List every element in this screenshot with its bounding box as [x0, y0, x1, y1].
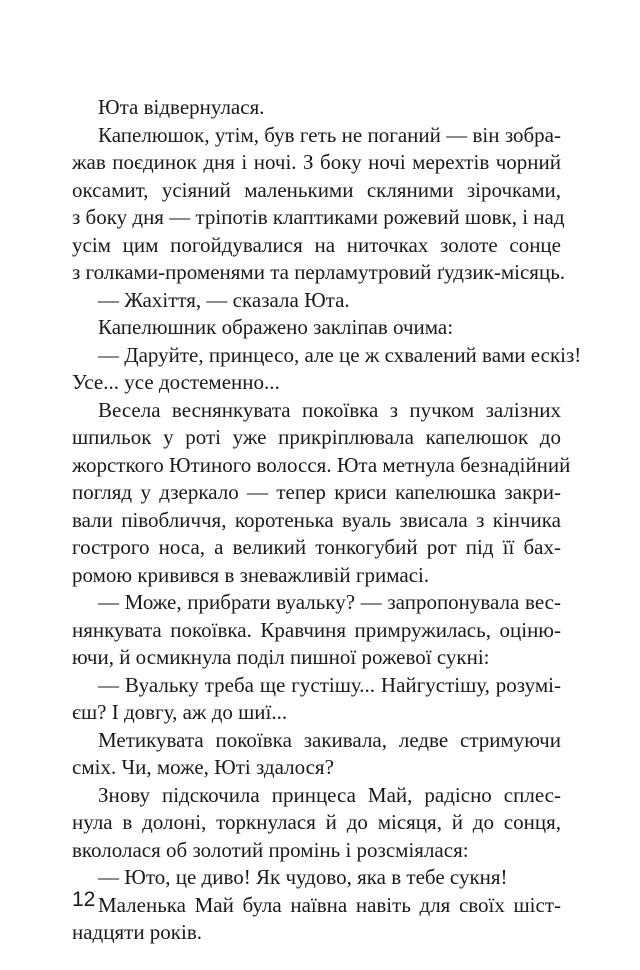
text-line: жорсткого Ютиного волосся. Юта метнула безнадійний: [72, 452, 571, 477]
text-line: надцяти років.: [72, 920, 203, 944]
text-line: вкололася об золотий промінь і розсміялася:: [72, 837, 469, 862]
text-line: нула в долоні, торкнулася й до місяця, й до сонця,: [72, 810, 561, 834]
text-line: єш? І довгу, аж до шиї...: [72, 700, 288, 724]
text-line: Капелюшник ображено закліпав очима:: [98, 315, 454, 339]
text-line: — Жахіття, — сказала Юта.: [98, 287, 350, 312]
text-line: Капелюшок, утім, був геть не поганий — він зобра-: [98, 122, 561, 147]
text-line: — Може, прибрати вуальку? — запропонувала вес-: [98, 590, 561, 614]
text-line: нянкувата покоївка. Кравчиня примружилась, оціню-: [72, 617, 561, 642]
text-line: Усе... усе достеменно...: [72, 370, 280, 394]
text-line: усім цим погойдувалися на ниточках золоте сонце: [72, 232, 561, 257]
text-line: з боку дня — тріпотів клаптиками рожевий шовк, і над: [72, 205, 565, 229]
text-line: сміх. Чи, може, Юті здалося?: [72, 755, 334, 779]
text-line: ромою кривився в зневажливій гримасі.: [72, 562, 430, 587]
text-line: погляд у дзеркало — тепер криси капелюшка закри-: [72, 480, 561, 504]
page-body: [72, 94, 582, 947]
text-line: — Вуальку треба ще густішу... Найгустішу, розумі-: [98, 672, 561, 697]
text-line: Знову підскочила принцеса Май, радісно сплес-: [98, 782, 561, 807]
text-line: оксамит, усіяний маленькими скляними зірочками,: [72, 177, 561, 202]
text-line: шпильок у роті уже прикріплювала капелюшок до: [72, 425, 561, 449]
page-number: 12: [72, 888, 96, 911]
text-line: Маленька Май була наївна навіть для своїх шіст-: [98, 892, 561, 917]
text-line: гострого носа, а великий тонкогубий рот під її бах-: [72, 535, 561, 559]
text-line: — Даруйте, принцесо, але це ж схвалений вами ескіз!: [98, 342, 582, 367]
text-line: — Юто, це диво! Як чудово, яка в тебе сукня!: [98, 865, 508, 889]
text-line: Метикувата покоївка закивала, ледве стримуючи: [98, 727, 561, 752]
text-line: ючи, й осмикнула поділ пишної рожевої сукні:: [72, 645, 490, 669]
text-line: Юта відвернулася.: [98, 95, 265, 119]
text-line: з голками-променями та перламутровий ґудзик-місяць.: [72, 260, 566, 284]
text-line: жав поєдинок дня і ночі. З боку ночі мерехтів чорний: [72, 150, 561, 174]
text-line: вали півобличчя, коротенька вуаль звисала з кінчика: [72, 507, 561, 532]
text-line: Весела веснянкувата покоївка з пучком залізних: [98, 397, 561, 422]
